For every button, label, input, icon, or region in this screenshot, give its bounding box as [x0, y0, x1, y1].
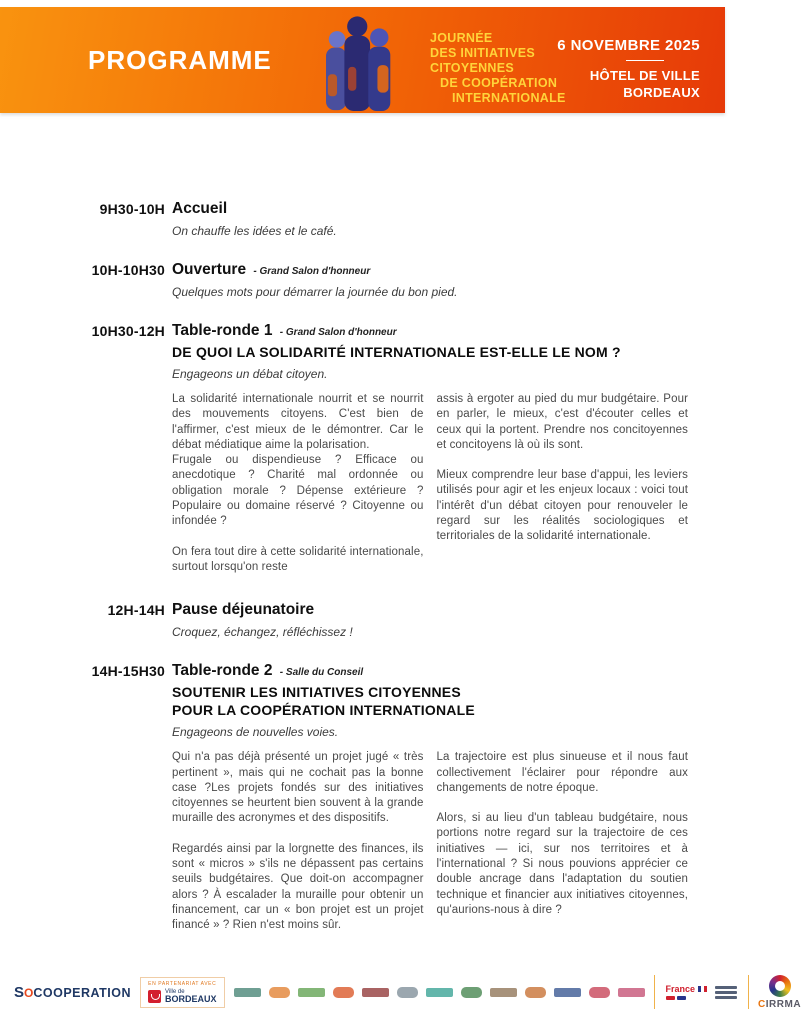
agency-mark-icon: [666, 996, 708, 1000]
time-slot: 9H30-10H: [99, 201, 165, 217]
entry-title: Pause déjeunatoire: [172, 601, 315, 619]
partner-logo: [234, 988, 261, 997]
partner-logo: [397, 987, 418, 998]
left-column: [172, 750, 424, 933]
venue-line-2: BORDEAUX: [623, 85, 700, 100]
partner-logo: [554, 988, 581, 997]
time-slot: 10H30-12H: [91, 323, 165, 339]
right-column: [437, 392, 689, 575]
partner-logo: [298, 988, 325, 997]
entry-tagline: Engageons de nouvelles voies.: [172, 725, 339, 740]
event-date: 6 NOVEMBRE 2025: [557, 37, 700, 54]
partner-logo: [461, 987, 482, 998]
partner-logo: [525, 987, 546, 998]
partnership-label: EN PARTENARIAT AVEC: [148, 980, 217, 987]
event-title-line: CITOYENNES: [430, 61, 515, 75]
header-banner: [0, 7, 725, 113]
event-title-line: DES INITIATIVES: [430, 46, 535, 60]
date-venue-block: [557, 37, 700, 101]
partner-logo: [426, 988, 453, 997]
partner-logo: [269, 987, 290, 998]
event-title-line: INTERNATIONALE: [452, 91, 566, 105]
entry-content: [172, 601, 688, 639]
socooperation-logo: [14, 984, 131, 1001]
time-slot: 14H-15H30: [91, 663, 165, 680]
cirrma-c: C: [758, 998, 766, 1010]
cirrma-logo: [758, 975, 801, 1010]
event-title-line: DE COOPÉRATION: [440, 76, 558, 90]
bordeaux-label: BORDEAUX: [165, 993, 217, 1004]
partner-logo: [333, 987, 354, 998]
time-slot: 12H-14H: [107, 602, 165, 619]
entry-tagline: On chauffe les idées et le café.: [172, 224, 337, 238]
partner-logo: [589, 987, 610, 998]
french-flag-icon: [698, 986, 707, 992]
institutional-logos: [664, 984, 740, 1000]
entry-location: - Grand Salon d'honneur: [253, 266, 371, 277]
paragraph: Regardés ainsi par la lorgnette des finances, ils sont « micros » s'ils ne dépassent pas certains seuils budgétaires. Que doit-on accompagner alors ? À escalader la muraille pour obtenir un financement, car un « bon projet est un projet financé » ? Rien n'est moins sûr.: [172, 842, 424, 932]
cirrma-ring-icon: [769, 975, 791, 997]
schedule-entry-pause: [40, 601, 688, 639]
headline-line: SOUTENIR LES INITIATIVES CITOYENNES: [172, 684, 461, 701]
entry-content: [172, 662, 688, 933]
paragraph: On fera tout dire à cette solidarité internationale, surtout lorsqu'on reste: [172, 545, 424, 573]
paragraph: La solidarité internationale nourrit et se nourrit des mouvements citoyens. C'est bien de l'affirmer, c'est mieux de le démontrer. Car le débat médiatique aime la polarisation.: [172, 393, 424, 451]
socooperation-s: S: [14, 983, 25, 1001]
people-silhouettes-illustration: [300, 10, 420, 111]
partner-logo: [490, 988, 517, 997]
entry-location: - Salle du Conseil: [279, 667, 364, 679]
paragraph: Qui n'a pas déjà présenté un projet jugé « très pertinent », mais qui ne cochait pas la bonne case ?Les projets fondés sur des initiatives citoyennes se heurtent bien souvent à la grande muraille des acronymes et des dispositifs.: [172, 751, 424, 825]
two-column-text: [172, 392, 688, 575]
page-title: PROGRAMME: [88, 45, 272, 75]
time-slot: 10H-10H30: [91, 262, 165, 278]
entry-content: [172, 322, 688, 575]
event-title: [430, 31, 566, 106]
france-label: France: [665, 984, 696, 994]
headline-line: POUR LA COOPÉRATION INTERNATIONALE: [172, 702, 475, 719]
partner-logos-strip: [0, 968, 801, 1016]
ministry-mark-icon: [715, 986, 737, 999]
ville-de-bordeaux-logo: [140, 977, 225, 1008]
entry-headline: [172, 683, 688, 719]
ville-de-label: Ville de: [165, 988, 185, 995]
entry-tagline: Engageons un débat citoyen.: [172, 367, 328, 381]
entry-content: [172, 261, 688, 299]
schedule: [40, 200, 688, 934]
partner-logos: [234, 987, 645, 998]
entry-title: Table-ronde 1: [172, 322, 273, 339]
paragraph: Frugale ou dispendieuse ? Efficace ou anecdotique ? Charité mal ordonnée ou obligation morale ? Dépense extérieure ? Populaire ou domaine réservé ? Citoyenne ou infondée ?: [172, 454, 424, 528]
socooperation-word: COOPERATION: [33, 985, 131, 1000]
two-column-text: [172, 750, 688, 933]
entry-title: Accueil: [172, 200, 228, 217]
entry-title: Table-ronde 2: [172, 662, 273, 680]
france-logo: [666, 984, 708, 1000]
paragraph: Alors, si au lieu d'un tableau budgétaire, nous portions notre regard sur la trajectoire de ces initiatives — ici, sur nos territoires et à l'international ? Si nous pouvions apprécier ce double ancrage dans l'adaptation du soutien technique et financier aux initiatives citoyennes, qu'aurions-nous à dire ?: [436, 812, 688, 916]
bordeaux-crest-icon: [148, 990, 161, 1003]
entry-title: Ouverture: [172, 261, 247, 278]
right-column: [437, 750, 689, 933]
date-divider: [626, 60, 664, 61]
partner-logo: [362, 988, 389, 997]
venue-line-1: HÔTEL DE VILLE: [589, 68, 700, 83]
entry-tagline: Quelques mots pour démarrer la journée du bon pied.: [172, 285, 458, 299]
paragraph: La trajectoire est plus sinueuse et il nous faut collectivement l'éclairer pour répondre aux changements de notre époque.: [436, 751, 688, 794]
cirrma-rest: IRRMA: [765, 998, 801, 1010]
entry-location: - Grand Salon d'honneur: [279, 327, 397, 338]
paragraph: assis à ergoter au pied du mur budgétaire. Pour en parler, le mieux, c'est d'écouter celles et ceux qui la portent. Prendre nos concitoyennes et concitoyens là où ils sont.: [436, 393, 688, 451]
footer-divider: [654, 975, 655, 1009]
schedule-entry-ouverture: [40, 261, 688, 299]
schedule-entry-table-ronde-2: [40, 662, 688, 933]
schedule-entry-accueil: [40, 200, 688, 238]
paragraph: Mieux comprendre leur base d'appui, les leviers utilisés pour agir et les enjeux locaux : voici tout l'intérêt d'un débat citoyen pour renouveler le regard sur les réalités sociologiques et territoriales de la solidarité internationale.: [436, 469, 688, 543]
entry-headline: DE QUOI LA SOLIDARITÉ INTERNATIONALE EST-ELLE LE NOM ?: [172, 344, 621, 360]
entry-content: [172, 200, 688, 238]
schedule-entry-table-ronde-1: [40, 322, 688, 575]
partner-logo: [618, 988, 645, 997]
footer-divider: [748, 975, 749, 1009]
event-title-line: JOURNÉE: [430, 31, 493, 45]
socooperation-o-icon: O: [24, 985, 34, 1000]
entry-tagline: Croquez, échangez, réfléchissez !: [172, 625, 353, 640]
left-column: [172, 392, 424, 575]
